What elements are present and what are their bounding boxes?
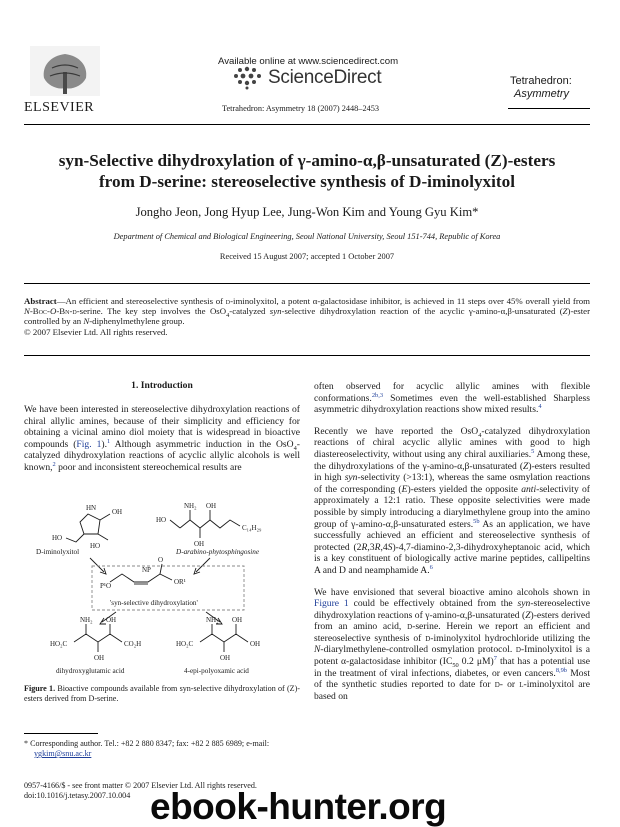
title-line-1: syn-Selective dihydroxylation of γ-amino-α,β-unsaturated (Z)-esters [58, 151, 556, 170]
right-column [314, 381, 590, 712]
svg-text:O: O [158, 556, 164, 564]
intro-paragraph-1-cont: often observed for acyclic allylic amines with flexible conformations.$^{2b,3}$ Sometimes even the well-established Sharpless asymmetric dihydroxylation reactions show mixed results.$^4$ [314, 381, 590, 416]
abstract-copyright: © 2007 Elsevier Ltd. All rights reserved. [24, 326, 168, 337]
svg-text:HO₂C: HO₂C [176, 640, 194, 648]
label-polyoxamic: 4-epi-polyoxamic acid [184, 667, 249, 675]
figure1-link[interactable]: Figure 1 [314, 598, 349, 610]
svg-text:OH: OH [250, 640, 261, 648]
elsevier-logo [30, 46, 100, 108]
article-title [24, 150, 590, 192]
intro-paragraph-1: We have been interested in stereoselective dihydroxylation reactions of chiral allylic amines, because of their simplicity and efficiency for obtaining a vicinal amino diol moiety that is widespread in bioactive compounds (Fig. 1).$^1$ Although asymmetric induction in the OsO$_4$-catalyzed dihydroxylation reactions of acyclic allylic alcohols is well known,$^2$ poor and inconsistent stereochemical results are [24, 404, 300, 473]
abstract: Abstract—An efficient and stereoselective synthesis of d-iminolyxitol, a potent α-galactosidase inhibitor, is achieved in 11 steps over 45% overall yield from N-Boc-O-Bn-d-serine. The key step involves the OsO$_4$-catalyzed syn-selective dihydroxylation reaction of the acyclic γ-amino-α,β-unsaturated (Z)-ester controlled by an N-diphenylmethylene group. © 2007 Elsevier Ltd. All rights reserved. [24, 296, 591, 337]
section-heading: 1. Introduction [131, 380, 193, 391]
svg-text:HO: HO [90, 542, 101, 550]
svg-text:OH: OH [112, 508, 123, 516]
svg-text:OH: OH [94, 654, 105, 660]
journal-subtitle: Asymmetry [514, 88, 569, 100]
label-phytosphingosine: D-arabino-phytosphingosine [176, 548, 260, 556]
affiliation: Department of Chemical and Biological Engineering, Seoul National University, Seoul 151-744, Republic of Korea [113, 232, 501, 241]
sciencedirect-wordmark: ScienceDirect [268, 67, 382, 88]
available-online-text: Available online at www.sciencedirect.com [218, 56, 399, 67]
svg-text:NH₂: NH₂ [80, 616, 93, 624]
figure-caption-text: Bioactive compounds available from syn-selective dihydroxylation of (Z)-esters derived from D-serine. [24, 684, 301, 703]
abstract-rule-top [24, 283, 590, 284]
svg-text:OH: OH [220, 654, 231, 660]
figure-1-structures [30, 500, 300, 660]
footnote-rule [24, 733, 98, 734]
svg-text:NH₂: NH₂ [184, 502, 197, 510]
abstract-rule-bottom [24, 355, 590, 356]
citation-line: Tetrahedron: Asymmetry 18 (2007) 2448–2453 [222, 104, 380, 113]
svg-text:OH: OH [194, 540, 205, 548]
label-iminolyxitol: D-iminolyxitol [36, 548, 80, 556]
label-syn-dihydroxylation: 'syn-selective dihydroxylation' [110, 599, 198, 607]
label-dihydroxyglutamic: dihydroxyglutamic acid [56, 667, 125, 675]
journal-rule [508, 108, 590, 109]
watermark: ebook-hunter.org [150, 786, 447, 827]
svg-text:NH₂: NH₂ [206, 616, 219, 624]
elsevier-wordmark: ELSEVIER [24, 100, 95, 115]
figure-1 [30, 500, 300, 660]
elsevier-tree-icon [30, 46, 100, 108]
svg-text:CO₂H: CO₂H [124, 640, 142, 648]
fig1-link[interactable]: Fig. 1 [76, 438, 102, 450]
front-matter-text: 0957-4166/$ - see front matter © 2007 Elsevier Ltd. All rights reserved. [24, 781, 257, 790]
svg-text:OR¹: OR¹ [174, 578, 186, 586]
figure-caption-label: Figure 1. [24, 684, 56, 693]
intro-paragraph-2: Recently we have reported the OsO$_4$-catalyzed dihydroxylation reactions of chiral acyclic allylic amines with good to high diastereoselectivity, without using any chiral auxiliaries.$^5$ Among these, the dihydroxylations of the γ-amino-α,β-unsaturated (Z)-esters resulted in high syn-selectivity (>13:1), whereas the same osmylation reactions of the corresponding (E)-esters yielded the opposite anti-selectivity of approximately a 12:1 ratio. These opposite selectivities were made possible by simply introducing a diarylmethylene group into the amino group of γ-amino-α,β-unsaturated esters.$^{5b}$ As an application, we have successfully achieved an efficient and stereoselective synthesis of protected (2R,3R,4S)-4,7-diamino-2,3-dihydroxyheptanoic acid, which is a key constituent of biologically active marine peptides, callipeltins A and D and neamphamide A.$^6$ [314, 425, 590, 576]
figure-caption [24, 684, 300, 704]
sciencedirect-dots-icon [232, 66, 266, 90]
svg-text:P¹O: P¹O [100, 582, 112, 590]
svg-text:OH: OH [206, 502, 217, 510]
header-rule [24, 124, 590, 125]
svg-text:HO: HO [156, 516, 167, 524]
received-dates: Received 15 August 2007; accepted 1 October 2007 [219, 252, 395, 261]
abstract-label: Abstract [24, 296, 57, 306]
svg-text:OH: OH [232, 616, 243, 624]
svg-text:OH: OH [106, 616, 117, 624]
footnote-text: * Corresponding author. Tel.: +82 2 880 8347; fax: +82 2 885 6989; e-mail: [24, 739, 270, 748]
title-line-2: from D-serine: stereoselective synthesis of D-iminolyxitol [98, 172, 516, 191]
svg-text:NP: NP [142, 566, 151, 574]
svg-text:HN: HN [86, 504, 97, 512]
svg-text:C₁₄H₂₉: C₁₄H₂₉ [242, 524, 262, 532]
journal-name: Tetrahedron: [510, 75, 572, 87]
email-link[interactable]: ygkim@snu.ac.kr [34, 749, 92, 758]
footnote [24, 739, 300, 759]
svg-text:HO₂C: HO₂C [50, 640, 68, 648]
authors: Jongho Jeon, Jong Hyup Lee, Jung-Won Kim and Young Gyu Kim* [135, 205, 479, 219]
doi-text: doi:10.1016/j.tetasy.2007.10.004 [24, 791, 131, 800]
svg-text:HO: HO [52, 534, 63, 542]
intro-paragraph-3: We have envisioned that several bioactive amino alcohols shown in Figure 1 could be effectively obtained from the syn-stereoselective dihydroxylation reactions of γ-amino-α,β-unsaturated (Z)-esters derived from an amino acid, d-serine. Herein we report an efficient and stereoselective synthesis of d-iminolyxitol hydrochloride utilizing the N-diarylmethylene-controlled osmylation protocol. d-Iminolyxitol is a potent α-galactosidase inhibitor ($IC_{50}$ 0.2 μM)$^7$ that has a potential use in the treatment of viral infections, diabetes, or even cancers.$^{8,9b}$ Most of the synthetic studies reported to date for d- or l-iminolyxitol are based on [314, 586, 591, 702]
